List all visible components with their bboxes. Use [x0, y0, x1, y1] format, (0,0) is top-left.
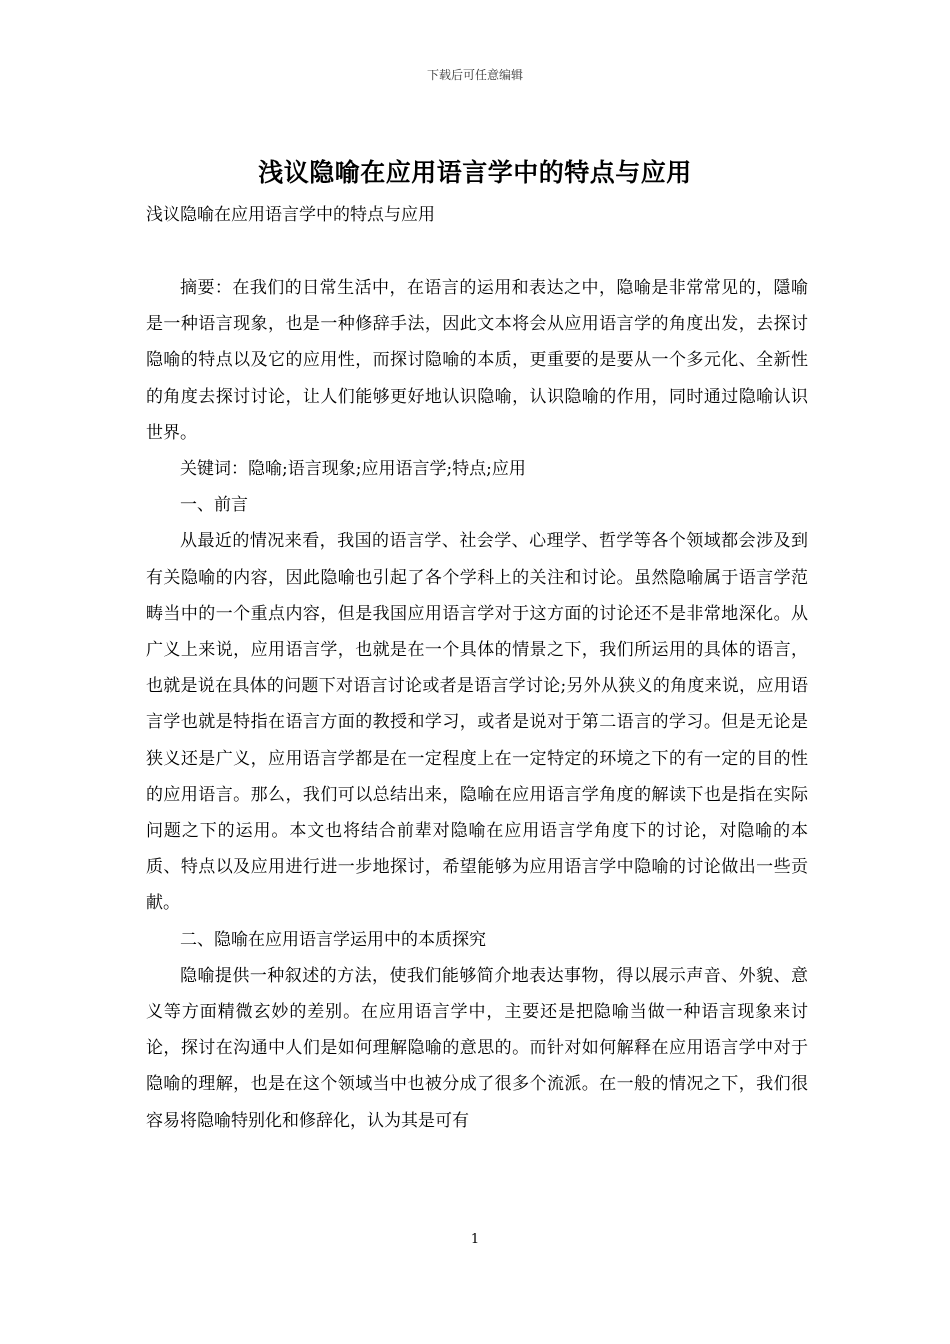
document-subtitle: 浅议隐喻在应用语言学中的特点与应用 [146, 205, 435, 225]
section-heading-1: 一、前言 [180, 495, 248, 516]
body-text [146, 270, 808, 1139]
page-number: 1 [470, 1232, 480, 1247]
document-title: 浅议隐喻在应用语言学中的特点与应用 [258, 158, 692, 187]
body-paragraph: 隐喻提供一种叙述的方法，使我们能够简介地表达事物，得以展示声音、外貌、意义等方面精微玄妙的差别。在应用语言学中，主要还是把隐喻当做一种语言现象来讨论，探讨在沟通中人们是如何理解隐喻的意思的。而针对如何解释在应用语言学中对于隐喻的理解，也是在这个领域当中也被分成了很多个流派。在一般的情况之下，我们很容易将隐喻特别化和修辞化，认为其是可有 [146, 965, 808, 1131]
body-paragraph: 从最近的情况来看，我国的语言学、社会学、心理学、哲学等各个领域都会涉及到有关隐喻的内容，因此隐喻也引起了各个学科上的关注和讨论。虽然隐喻属于语言学范畴当中的一个重点内容，但是我国应用语言学对于这方面的讨论还不是非常地深化。从广义上来说，应用语言学，也就是在一个具体的情景之下，我们所运用的具体的语言，也就是说在具体的问题下对语言讨论或者是语言学讨论;另外从狭义的角度来说，应用语言学也就是特指在语言方面的教授和学习，或者是说对于第二语言的学习。但是无论是狭义还是广义，应用语言学都是在一定程度上在一定特定的环境之下的有一定的目的性的应用语言。那么，我们可以总结出来，隐喻在应用语言学角度的解读下也是指在实际问题之下的运用。本文也将结合前辈对隐喻在应用语言学角度下的讨论，对隐喻的本质、特点以及应用进行进一步地探讨，希望能够为应用语言学中隐喻的讨论做出一些贡献。 [146, 531, 808, 914]
keywords-paragraph: 关键词：隐喻;语言现象;应用语言学;特点;应用 [180, 459, 526, 480]
abstract-paragraph: 摘要：在我们的日常生活中，在语言的运用和表达之中，隐喻是非常常见的，隱喻是一种语言现象，也是一种修辞手法，因此文本将会从应用语言学的角度出发，去探讨隐喻的特点以及它的应用性，而探讨隐喻的本质，更重要的是要从一个多元化、全新性的角度去探讨讨论，让人们能够更好地认识隐喻，认识隐喻的作用，同时通过隐喻认识世界。 [146, 278, 808, 443]
page-header: 下载后可任意编辑 [426, 68, 523, 82]
section-heading-2: 二、隐喻在应用语言学运用中的本质探究 [180, 929, 486, 950]
